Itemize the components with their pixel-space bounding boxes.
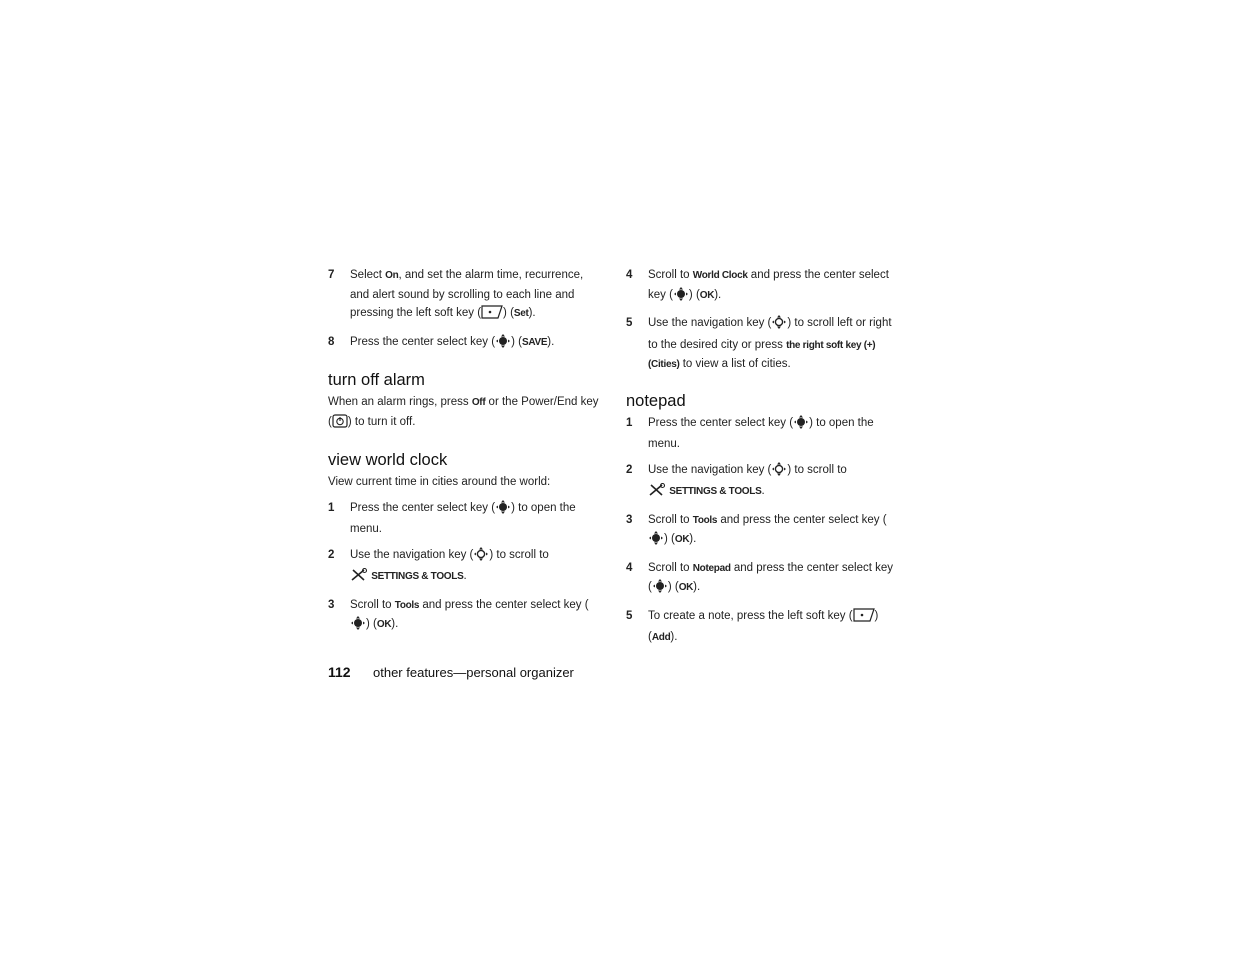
navigation-key-icon xyxy=(771,315,787,336)
power-end-key-icon xyxy=(332,414,348,435)
settings-tools-icon xyxy=(648,483,666,504)
world-step-3: 3 Scroll to Tools and press the center select key () (OK). xyxy=(328,596,600,637)
navigation-key-icon xyxy=(771,462,787,483)
settings-tools-icon xyxy=(350,568,368,589)
section-title: other features—personal organizer xyxy=(373,665,574,680)
center-select-key-icon xyxy=(350,616,366,637)
page-footer xyxy=(328,664,574,680)
left-soft-key-icon xyxy=(853,608,875,629)
navigation-key-icon xyxy=(473,547,489,568)
world-step-4: 4 Scroll to World Clock and press the center select key ( ) (OK). xyxy=(626,266,898,307)
center-select-key-icon xyxy=(648,531,664,552)
left-soft-key-icon xyxy=(481,305,503,326)
notepad-step-3: 3 Scroll to Tools and press the center select key () (OK). xyxy=(626,511,898,552)
world-step-1: 1 Press the center select key ( ) to open the menu. xyxy=(328,501,576,535)
center-select-key-icon xyxy=(652,579,668,600)
alarm-paragraph: When an alarm rings, press Off or the Power/End key ( ) to turn it off. xyxy=(328,393,600,434)
heading-turn-off-alarm: turn off alarm xyxy=(328,371,425,389)
notepad-step-5: 5 To create a note, press the left soft key ( ) (Add). xyxy=(626,609,879,643)
right-column xyxy=(626,266,898,655)
step-7: 7 Select On, and set the alarm time, recurrence, and alert sound by scrolling to each line and pressing the left soft key ( ) (Set). xyxy=(328,266,600,326)
step-8: 8 Press the center select key ( ) (SAVE). xyxy=(328,333,600,355)
world-step-2: 2 Use the navigation key ( ) to scroll to SETTINGS & TOOLS. xyxy=(328,546,600,589)
notepad-step-1: 1 Press the center select key ( ) to open the menu. xyxy=(626,416,874,450)
page-number: 112 xyxy=(328,664,351,680)
center-select-key-icon xyxy=(673,287,689,308)
notepad-step-4: 4 Scroll to Notepad and press the center select key ( ) (OK). xyxy=(626,559,898,600)
center-select-key-icon xyxy=(495,334,511,355)
heading-notepad: notepad xyxy=(626,391,686,410)
world-clock-intro: View current time in cities around the world: xyxy=(328,476,551,488)
world-step-5: 5 Use the navigation key ( ) to scroll left or right to the desired city or press the right soft key (+) (Cities) to view a list of cities. xyxy=(626,317,892,370)
heading-view-world-clock: view world clock xyxy=(328,451,448,469)
left-column xyxy=(328,266,600,644)
center-select-key-icon xyxy=(793,415,809,436)
center-select-key-icon xyxy=(495,500,511,521)
notepad-step-2: 2 Use the navigation key ( ) to scroll to SETTINGS & TOOLS. xyxy=(626,461,898,504)
